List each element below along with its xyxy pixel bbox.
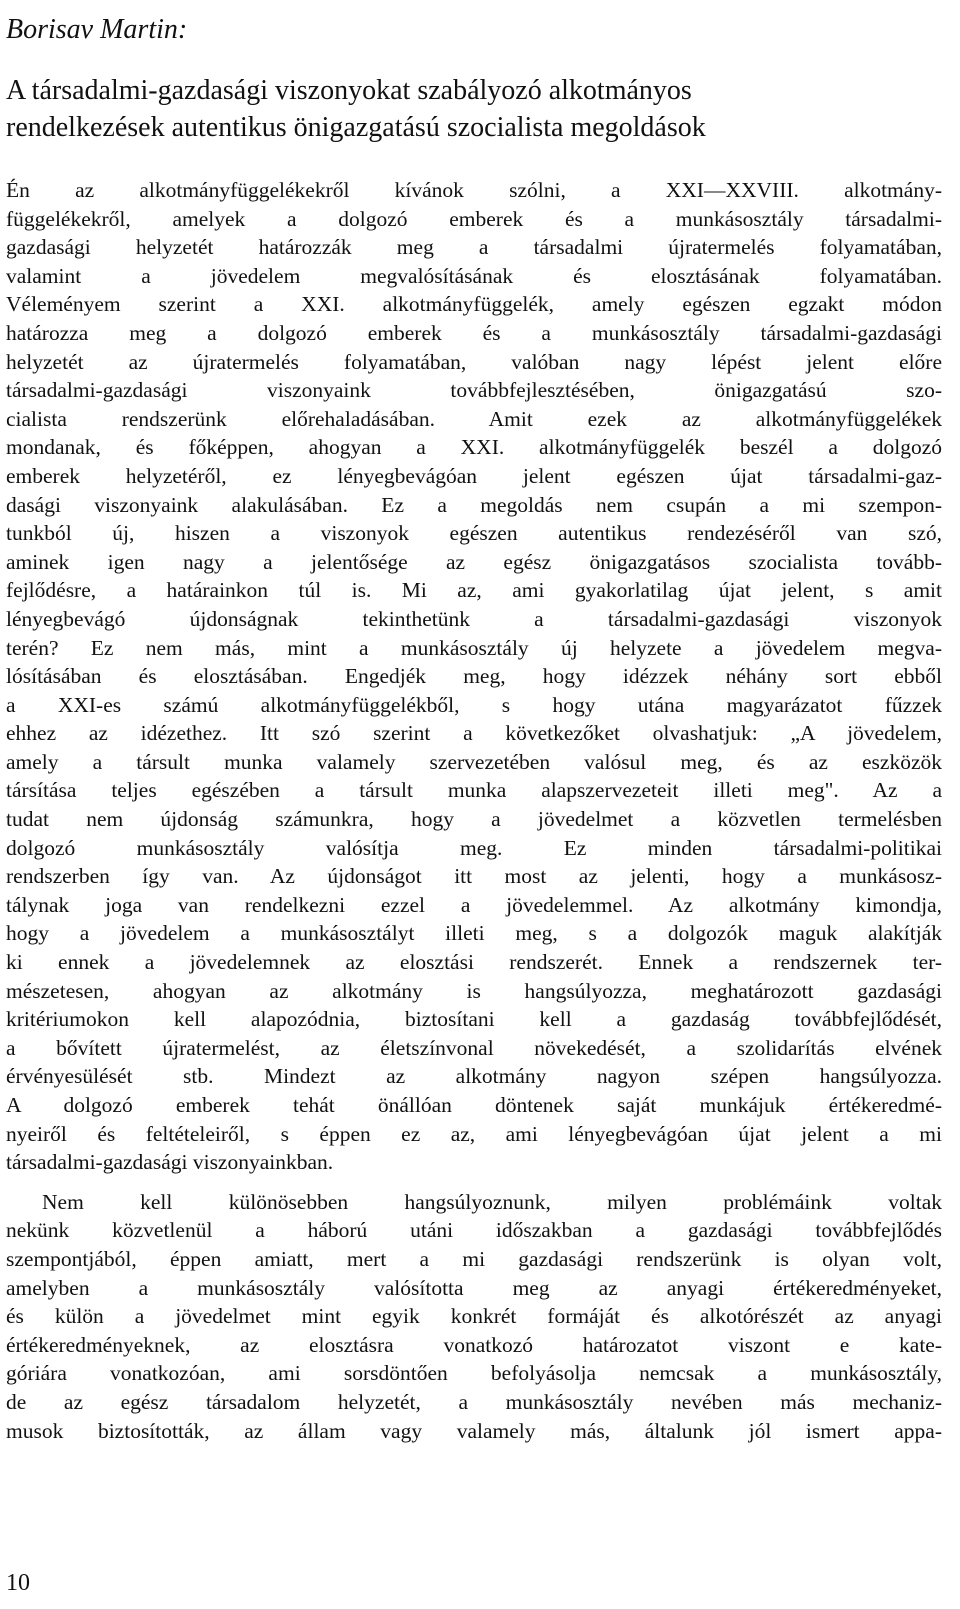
text-line: A dolgozó emberek tehát önállóan döntenek saját munkájuk értékeredmé-: [6, 1093, 942, 1117]
text-line: dolgozó munkásosztály valósítja meg. Ez minden társadalmi-politikai: [6, 835, 942, 860]
text-line: társítása teljes egészében a társult munka alapszervezeteit illeti meg". Az a: [6, 778, 942, 803]
text-line: társadalmi-gazdasági viszonyaink továbbfejlesztésében, önigazgatású szo-: [6, 378, 942, 403]
article-body: [6, 176, 942, 1445]
text-line: amely a társult munka valamely szervezetében valósul meg, és az eszközök: [6, 749, 942, 774]
author-name: Borisav Martin:: [6, 14, 188, 45]
paragraph: [6, 1188, 942, 1445]
text-line: értékeredményeknek, az elosztásra vonatkozó határozatot viszont e kate-: [6, 1332, 942, 1357]
text-line: lényegbevágó újdonságnak tekinthetünk a társadalmi-gazdasági viszonyok: [6, 606, 942, 631]
text-line: ehhez az idézethez. Itt szó szerint a következőket olvashatjuk: „A jövedelem,: [6, 721, 942, 746]
text-line: fejlődésre, a határainkon túl is. Mi az, ami gyakorlatilag újat jelent, s amit: [6, 578, 942, 603]
text-line: lósításában és elosztásában. Engedjék meg, hogy idézzek néhány sort ebből: [6, 664, 942, 689]
text-line: aminek igen nagy a jelentősége az egész önigazgatásos szocialista tovább-: [6, 549, 942, 574]
text-line: Én az alkotmányfüggelékekről kívánok szólni, a XXI—XXVIII. alkotmány-: [6, 178, 942, 202]
text-line: Véleményem szerint a XXI. alkotmányfüggelék, amely egészen egzakt módon: [6, 292, 942, 317]
text-line: dasági viszonyaink alakulásában. Ez a megoldás nem csupán a mi szempon-: [6, 492, 942, 517]
text-line: mészetesen, ahogyan az alkotmány is hangsúlyozza, meghatározott gazdasági: [6, 978, 942, 1003]
text-line: függelékekről, amelyek a dolgozó emberek és a munkásosztály társadalmi-: [6, 206, 942, 231]
text-line: tálynak joga van rendelkezni ezzel a jövedelemmel. Az alkotmány kimondja,: [6, 892, 942, 917]
text-line: cialista rendszerünk előrehaladásában. Amit ezek az alkotmányfüggelékek: [6, 406, 942, 431]
text-line: tudat nem újdonság számunkra, hogy a jövedelmet a közvetlen termelésben: [6, 807, 942, 832]
text-line: valamint a jövedelem megvalósításának és elosztásának folyamatában.: [6, 263, 942, 288]
text-line: helyzetét az újratermelés folyamatában, valóban nagy lépést jelent előre: [6, 349, 942, 374]
text-line: emberek helyzetéről, ez lényegbevágóan jelent egészen újat társadalmi-gaz-: [6, 463, 942, 488]
text-line: mondanak, és főképpen, ahogyan a XXI. alkotmányfüggelék beszél a dolgozó: [6, 435, 942, 460]
text-line: góriára vonatkozóan, ami sorsdöntően befolyásolja nemcsak a munkásosztály,: [6, 1361, 942, 1386]
title-line: rendelkezések autentikus önigazgatású szocialista megoldások: [6, 112, 706, 143]
article-title: [6, 72, 942, 146]
text-line: terén? Ez nem más, mint a munkásosztály új helyzete a jövedelem megva-: [6, 635, 942, 660]
text-line: nekünk közvetlenül a háború utáni időszakban a gazdasági továbbfejlődés: [6, 1218, 942, 1243]
text-line: rendszerben így van. Az újdonságot itt most az jelenti, hogy a munkásosz-: [6, 864, 942, 889]
text-line: ki ennek a jövedelemnek az elosztási rendszerét. Ennek a rendszernek ter-: [6, 950, 942, 975]
page-number: 10: [6, 1570, 30, 1596]
text-line: gazdasági helyzetét határozzák meg a társadalmi újratermelés folyamatában,: [6, 235, 942, 260]
text-line: kritériumokon kell alapozódnia, biztosítani kell a gazdaság továbbfejlődését,: [6, 1007, 942, 1032]
text-line: határozza meg a dolgozó emberek és a munkásosztály társadalmi-gazdasági: [6, 320, 942, 345]
text-line: érvényesülését stb. Mindezt az alkotmány nagyon szépen hangsúlyozza.: [6, 1064, 942, 1089]
text-line: nyeiről és feltételeiről, s éppen ez az, ami lényegbevágóan újat jelent a mi: [6, 1121, 942, 1146]
title-line: A társadalmi-gazdasági viszonyokat szabályozó alkotmányos: [6, 75, 692, 106]
text-line: a XXI-es számú alkotmányfüggelékből, s hogy utána magyarázatot fűzzek: [6, 692, 942, 717]
text-line: de az egész társadalom helyzetét, a munkásosztály nevében más mechaniz-: [6, 1389, 942, 1414]
text-line: musok biztosították, az állam vagy valamely más, általunk jól ismert appa-: [6, 1418, 942, 1443]
text-line: Nem kell különösebben hangsúlyoznunk, milyen problémáink voltak: [42, 1189, 942, 1214]
text-line: társadalmi-gazdasági viszonyainkban.: [6, 1150, 334, 1175]
text-line: tunkból új, hiszen a viszonyok egészen autentikus rendezéséről van szó,: [6, 521, 942, 546]
text-line: szempontjából, éppen amiatt, mert a mi gazdasági rendszerünk is olyan volt,: [6, 1246, 942, 1271]
text-line: a bővített újratermelést, az életszínvonal növekedését, a szolidarítás elvének: [6, 1035, 942, 1060]
text-line: amelyben a munkásosztály valósította meg az anyagi értékeredményeket,: [6, 1275, 942, 1300]
paragraph: [6, 176, 942, 1177]
text-line: hogy a jövedelem a munkásosztályt illeti meg, s a dolgozók maguk alakítják: [6, 921, 942, 946]
text-line: és külön a jövedelmet mint egyik konkrét formáját és alkotórészét az anyagi: [6, 1304, 942, 1329]
